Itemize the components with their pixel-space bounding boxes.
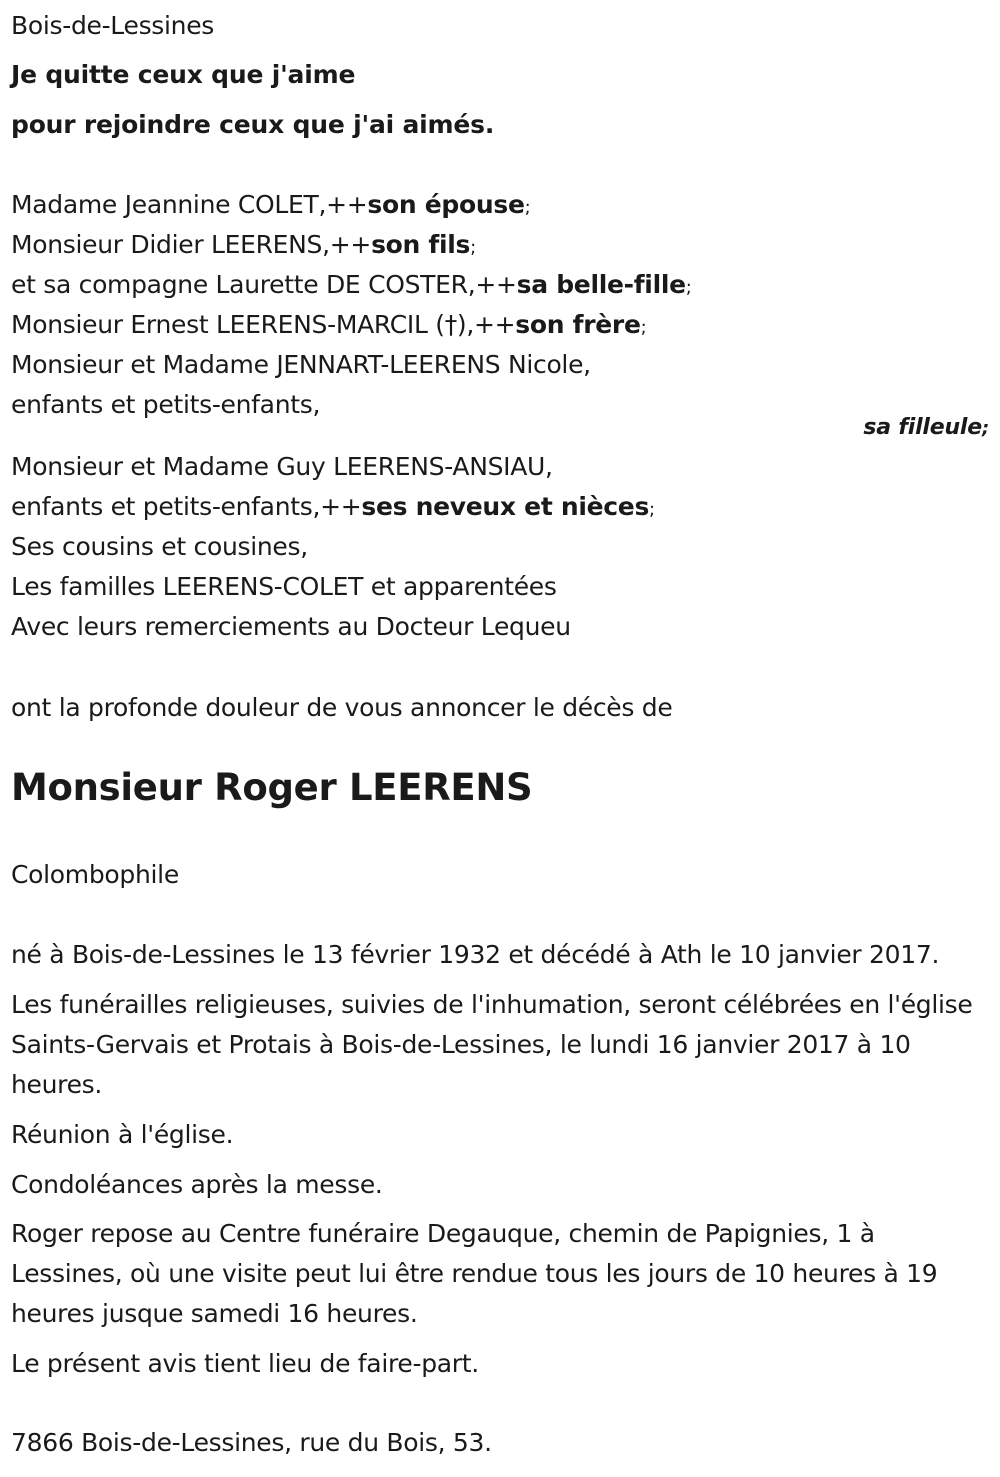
- family-line: [11, 607, 571, 647]
- family-relation: ses neveux et nièces: [361, 492, 650, 521]
- separator: ;: [649, 499, 655, 520]
- family-member: enfants et petits-enfants,++: [11, 492, 362, 521]
- place-heading: Bois-de-Lessines: [11, 11, 215, 40]
- separator: ;: [982, 418, 989, 439]
- filleule-label: sa filleule: [863, 415, 982, 440]
- verse-line-2: pour rejoindre ceux que j'ai aimés.: [11, 110, 495, 139]
- deceased-name: Monsieur Roger LEERENS: [11, 766, 533, 809]
- filleule-line: [863, 413, 989, 444]
- occupation: Colombophile: [11, 860, 179, 889]
- separator: ;: [685, 277, 692, 298]
- family-member: Monsieur Didier LEERENS,++: [11, 230, 372, 259]
- family-line: [11, 567, 557, 607]
- notice-text: Le présent avis tient lieu de faire-part.: [11, 1349, 479, 1378]
- family-line: [11, 487, 655, 530]
- family-member: Ses cousins et cousines,: [11, 532, 308, 561]
- family-line: [11, 447, 553, 487]
- family-member: Monsieur et Madame Guy LEERENS-ANSIAU,: [11, 452, 553, 481]
- meeting-text: Réunion à l'église.: [11, 1120, 234, 1149]
- family-relation: sa belle-fille: [516, 270, 686, 299]
- family-member: Avec leurs remerciements au Docteur Lequeu: [11, 612, 571, 641]
- family-member: Monsieur Ernest LEERENS-MARCIL (†),++: [11, 310, 516, 339]
- family-line: [11, 265, 692, 308]
- address-text: 7866 Bois-de-Lessines, rue du Bois, 53.: [11, 1428, 492, 1457]
- condolences-text: Condoléances après la messe.: [11, 1170, 383, 1199]
- family-member: Monsieur et Madame JENNART-LEERENS Nicole,: [11, 350, 591, 379]
- announcement-text: ont la profonde douleur de vous annoncer le décès de: [11, 693, 673, 722]
- funeral-text: Les funérailles religieuses, suivies de l'inhumation, seront célébrées en l'église Saints-Gervais et Protais à Bois-de-Lessines, le lundi 16 janvier 2017 à 10 heures.: [11, 990, 973, 1099]
- visitation-text: Roger repose au Centre funéraire Degauque, chemin de Papignies, 1 à Lessines, où une visite peut lui être rendue tous les jours de 10 heures à 19 heures jusque samedi 16 heures.: [11, 1219, 938, 1328]
- family-line: [11, 385, 320, 425]
- family-line: [11, 185, 530, 228]
- family-member: Les familles LEERENS-COLET et apparentées: [11, 572, 557, 601]
- family-relation: son épouse: [367, 190, 525, 219]
- family-member: enfants et petits-enfants,: [11, 390, 321, 419]
- verse-line-1: Je quitte ceux que j'aime: [11, 60, 356, 89]
- family-line: [11, 225, 476, 268]
- separator: ;: [470, 237, 476, 258]
- family-line: [11, 345, 591, 385]
- family-line: [11, 305, 646, 348]
- family-relation: son fils: [371, 230, 471, 259]
- separator: ;: [524, 197, 531, 218]
- family-relation: son frère: [515, 310, 641, 339]
- family-member: et sa compagne Laurette DE COSTER,++: [11, 270, 517, 299]
- birth-death-text: né à Bois-de-Lessines le 13 février 1932 et décédé à Ath le 10 janvier 2017.: [11, 940, 940, 969]
- separator: ;: [640, 317, 647, 338]
- family-member: Madame Jeannine COLET,++: [11, 190, 368, 219]
- family-line: [11, 527, 308, 567]
